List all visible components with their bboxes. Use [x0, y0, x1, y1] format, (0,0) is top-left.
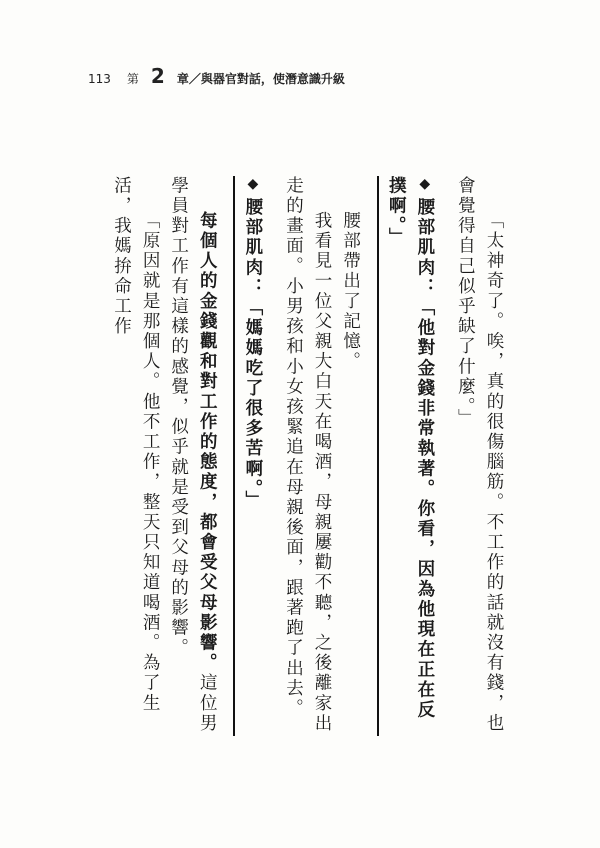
dialogue-heading	[233, 176, 267, 736]
running-header	[88, 64, 345, 88]
heading-text: 腰部肌肉：「他對金錢非常執著。你看，因為他現在正在反撲啊。」	[386, 176, 435, 721]
paragraph: 「原因就是那個人。他不工作，整天只知道喝酒。為了生活，我媽拚命工作	[111, 176, 161, 714]
paragraph	[164, 176, 221, 736]
bold-statement: 每個人的金錢觀和對工作的態度，都會受父母影響。	[197, 211, 218, 674]
paragraph: 腰部帶出了記憶。	[340, 211, 361, 372]
paragraph: 我看見一位父親大白天在喝酒，母親屢勸不聽，之後離家出走的畫面。小男孩和小女孩緊追在母親後面，跟著跑了出去。	[283, 176, 333, 734]
paragraph: 「太神奇了。唉，真的很傷腦筋。不工作的話就沒有錢，也會覺得自己似乎缺了什麼。」	[455, 176, 504, 734]
body-text	[108, 176, 508, 736]
diamond-bullet-icon: ◆	[416, 176, 433, 195]
chapter-title: 章／與器官對話，使潛意識升級	[176, 72, 345, 86]
page-number: 113	[88, 72, 111, 86]
chapter-number: 2	[150, 64, 165, 88]
diamond-bullet-icon: ◆	[244, 176, 261, 195]
chapter-prefix: 第	[126, 72, 139, 86]
heading-text: 腰部肌肉：「媽媽吃了很多苦啊。」	[242, 197, 263, 511]
paragraph-text: 這位男學員對工作有這樣的感覺，似乎就是受到父母的影響。	[168, 176, 218, 734]
dialogue-heading	[377, 176, 439, 736]
